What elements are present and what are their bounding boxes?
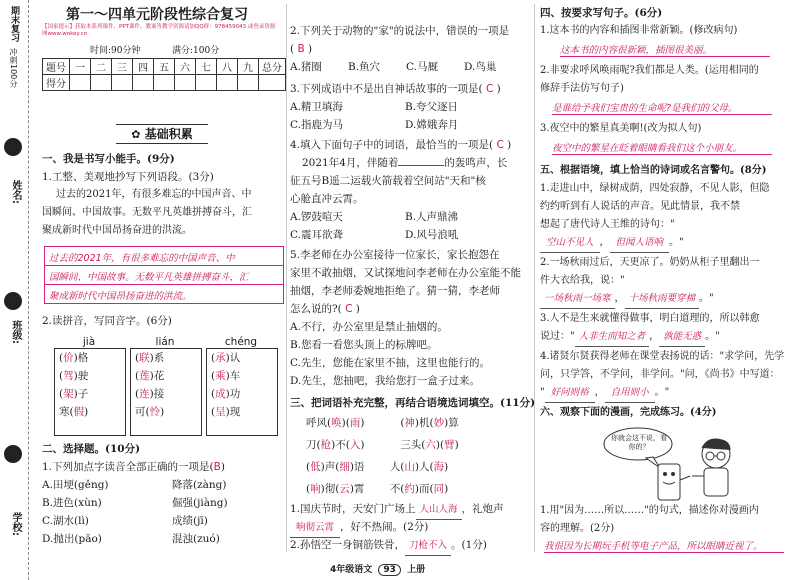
answer-char[interactable]: 响 bbox=[310, 483, 321, 495]
answer-choice[interactable]: C bbox=[496, 139, 504, 151]
option-row bbox=[42, 476, 226, 494]
option: D.先生，您抽吧，我给您打一盒子过来。 bbox=[290, 375, 480, 387]
answer-blank[interactable]: 但闻人语响 bbox=[610, 234, 670, 253]
part3-title: 三、把词语补充完整，再结合语境选词填空。(11分) bbox=[290, 397, 536, 409]
bracket: 寒( bbox=[59, 406, 74, 418]
option-row bbox=[42, 494, 228, 512]
answer-char[interactable]: 连 bbox=[139, 388, 150, 400]
bracket: ( bbox=[211, 352, 216, 364]
pinyin-group bbox=[130, 336, 202, 436]
punctuation: ， bbox=[649, 331, 660, 342]
score-label: 满分:100分 bbox=[172, 46, 220, 56]
mid-q5-line: 抽烟，李老师委婉地拒绝了。猜一猜，李老师 bbox=[290, 285, 500, 297]
copy-answer-line: 过去的2021年，有很多难忘的中国声音、中 bbox=[49, 253, 235, 264]
column-divider bbox=[286, 4, 287, 552]
blank[interactable] bbox=[398, 165, 444, 166]
word-part: ) bbox=[360, 439, 365, 451]
answer-char[interactable]: 低 bbox=[310, 461, 321, 473]
binding-margin bbox=[0, 0, 36, 580]
word-suffix: )接 bbox=[149, 388, 165, 400]
p5-q4-answer bbox=[540, 384, 669, 403]
option: C.震耳欲聋 bbox=[290, 229, 343, 241]
answer-char[interactable]: 入 bbox=[349, 439, 361, 451]
section-banner-label: 基础积累 bbox=[144, 127, 193, 141]
word-suffix: ) bbox=[84, 406, 89, 418]
answer-blank[interactable]: 响彻云霄 bbox=[290, 519, 340, 538]
score-cell[interactable] bbox=[70, 75, 91, 91]
score-header-cell: 八 bbox=[217, 59, 238, 75]
punctuation: ， bbox=[614, 293, 625, 304]
answer-line[interactable] bbox=[552, 140, 772, 155]
score-cell[interactable] bbox=[91, 75, 112, 91]
question-text: 怎么说的?( bbox=[290, 303, 342, 315]
bracket: ( bbox=[211, 406, 216, 418]
phone-character-icon bbox=[658, 464, 690, 500]
word-part: 三头( bbox=[400, 439, 426, 451]
score-header-cell: 九 bbox=[238, 59, 259, 75]
word-part: ( bbox=[306, 461, 311, 473]
answer-char[interactable]: 驾 bbox=[63, 370, 74, 382]
footer-grade: 4年级语文 bbox=[330, 565, 373, 575]
question-text: 3.下列成语中不是出自神话故事的一项是( bbox=[290, 83, 483, 95]
answer-char[interactable]: 山 bbox=[404, 461, 415, 473]
passage-line: 国瞬间、中国故事。无数平凡英雄拼搏奋斗，汇 bbox=[42, 207, 252, 218]
word-part: ( bbox=[306, 483, 311, 495]
option: C.先生，您能在家里不抽，这里也能行的。 bbox=[290, 357, 490, 369]
p5-q1-line: 约约听到有人说话的声音。见此情景，我不禁 bbox=[540, 201, 740, 212]
option: C.指鹿为马 bbox=[290, 119, 343, 131]
word-part: )( bbox=[435, 439, 445, 451]
question-text: 4.填入下面句子中的词语，最恰当的一项是( bbox=[290, 139, 494, 151]
word-suffix: )认 bbox=[225, 352, 241, 364]
promo-text: 【国家提示】获取本系列课件、PPT课件、教案等教学资源请加QQ群：978459043 或登录资源网www.wokey.cn bbox=[42, 24, 276, 37]
punctuation: ， bbox=[594, 387, 605, 398]
column-divider bbox=[534, 4, 535, 552]
bracket: ) bbox=[355, 303, 360, 315]
score-cell[interactable] bbox=[196, 75, 217, 91]
word-part: )( bbox=[341, 417, 350, 429]
word-part: )机( bbox=[414, 417, 434, 429]
score-row bbox=[43, 75, 286, 91]
word-part: )霄 bbox=[349, 483, 365, 495]
punctuation: 。" bbox=[699, 293, 714, 304]
score-cell[interactable] bbox=[238, 75, 259, 91]
answer-char[interactable]: 价 bbox=[63, 352, 74, 364]
word-part: )不( bbox=[331, 439, 350, 451]
answer-char[interactable]: 妙 bbox=[433, 417, 445, 429]
word-suffix: )车 bbox=[225, 370, 241, 382]
bracket: ) bbox=[507, 139, 512, 151]
answer-choice[interactable]: C bbox=[485, 83, 494, 95]
punctuation: 。" bbox=[705, 331, 720, 342]
option-row bbox=[290, 226, 458, 244]
answer-text: 这本书的内容很新颖，插图很美丽。 bbox=[560, 45, 713, 56]
option: 混浊(zuó) bbox=[172, 533, 220, 545]
option: 倔强(jiàng) bbox=[172, 497, 228, 509]
brand-small: 冲刺100分 bbox=[9, 48, 18, 88]
word-part: ) bbox=[360, 417, 365, 429]
answer-char[interactable]: 承 bbox=[215, 352, 226, 364]
answer-line[interactable] bbox=[552, 100, 772, 115]
question-text: ，好不热闹。(2分) bbox=[340, 521, 429, 533]
word-suffix: )功 bbox=[225, 388, 241, 400]
part6-title: 六、观察下面的漫画，完成练习。(4分) bbox=[540, 407, 717, 418]
option: A.锣鼓喧天 bbox=[290, 211, 343, 223]
answer-choice[interactable]: B bbox=[297, 43, 305, 55]
answer-char[interactable]: 怜 bbox=[149, 406, 161, 418]
answer-line[interactable] bbox=[544, 538, 784, 553]
part4-q2-cont: 修辞手法仿写句子) bbox=[540, 83, 624, 94]
bracket: ( bbox=[211, 388, 216, 400]
passage-text: 2021年4月，伴随着 bbox=[302, 157, 399, 169]
answer-blank[interactable]: 刀枪不入 bbox=[405, 537, 451, 556]
fill-row bbox=[306, 480, 448, 498]
page-footer bbox=[330, 562, 425, 576]
pinyin-label: lián bbox=[155, 336, 175, 348]
option: D.嫦娥奔月 bbox=[405, 119, 459, 131]
word-part: 不( bbox=[389, 483, 405, 495]
pinyin-label: jià bbox=[82, 336, 96, 348]
passage-line bbox=[302, 154, 507, 172]
punctuation: " bbox=[540, 387, 545, 398]
score-header-cell: 总分 bbox=[259, 59, 286, 75]
answer-char[interactable]: 联 bbox=[139, 352, 150, 364]
option: D.抛出(pāo) bbox=[42, 533, 102, 545]
question-text: 2.孙悟空一身铜筋铁骨， bbox=[290, 539, 406, 551]
bracket: 可( bbox=[135, 406, 150, 418]
p6-q1-line: 容的理解。(2分) bbox=[540, 523, 615, 534]
mid-q4 bbox=[290, 136, 511, 154]
binding-hole-icon bbox=[4, 138, 22, 156]
answer-char[interactable]: 成 bbox=[215, 388, 226, 400]
bracket: ) bbox=[308, 43, 313, 55]
school-label: 学校: bbox=[10, 512, 21, 536]
word-part: ) bbox=[454, 439, 459, 451]
option: C.马厩 bbox=[406, 61, 438, 73]
p6-q1-line: 1.用"因为……所以……"的句式，描述你对漫画内 bbox=[540, 505, 759, 516]
option-row bbox=[290, 98, 458, 116]
part5-title: 五、根据语境，填上恰当的诗词或名言警句。(8分) bbox=[540, 165, 767, 176]
passage-line: 过去的2021年，有很多难忘的中国声音、中 bbox=[56, 189, 252, 200]
p5-q2-line: 件大衣给我，说：" bbox=[540, 275, 625, 286]
page-title: 第一～四单元阶段性综合复习 bbox=[66, 7, 248, 23]
bracket: ( bbox=[59, 388, 64, 400]
word-part: )而( bbox=[414, 483, 434, 495]
score-cell[interactable] bbox=[217, 75, 238, 91]
answer-char[interactable]: 海 bbox=[433, 461, 445, 473]
score-header-cell: 三 bbox=[112, 59, 133, 75]
p5-q3-line: 3.人不是生来就懂得做事，明白道理的，所以韩愈 bbox=[540, 313, 760, 324]
option-row bbox=[42, 530, 220, 548]
word-part: )人( bbox=[414, 461, 434, 473]
pinyin-group bbox=[54, 336, 126, 436]
section-banner bbox=[116, 124, 208, 144]
answer-line[interactable] bbox=[560, 42, 770, 57]
name-label: 姓名: bbox=[10, 180, 21, 204]
answer-char[interactable]: 云 bbox=[339, 483, 350, 495]
option-row bbox=[290, 208, 458, 226]
pinyin-label: chéng bbox=[224, 336, 258, 348]
score-header-cell: 七 bbox=[196, 59, 217, 75]
brand-top: 期末复习 bbox=[9, 6, 19, 42]
question-text: 。(1分) bbox=[451, 539, 487, 551]
score-cell[interactable] bbox=[259, 75, 286, 91]
answer-choice[interactable]: C bbox=[345, 303, 353, 315]
option-row bbox=[290, 116, 458, 134]
word-part: ) bbox=[444, 483, 449, 495]
answer-char[interactable]: 约 bbox=[404, 483, 415, 495]
score-cell[interactable] bbox=[133, 75, 154, 91]
answer-blank[interactable]: 人山人海 bbox=[416, 501, 462, 520]
score-header-cell: 二 bbox=[91, 59, 112, 75]
footer-term: 上册 bbox=[407, 565, 426, 575]
answer-blank[interactable]: 孰能无惑 bbox=[659, 328, 705, 347]
answer-char[interactable]: 同 bbox=[433, 483, 445, 495]
fill-row bbox=[306, 436, 459, 454]
score-header-cell: 六 bbox=[175, 59, 196, 75]
bracket: ( bbox=[135, 352, 140, 364]
bracket: ( bbox=[290, 43, 295, 55]
score-cell[interactable] bbox=[175, 75, 196, 91]
part1-q1-title: 1.工整、美观地抄写下列语段。(3分) bbox=[42, 171, 214, 183]
part4-q3: 3.夜空中的繁星真美啊!(改为拟人句) bbox=[540, 123, 702, 134]
p3-q2 bbox=[290, 536, 487, 556]
class-label: 班级: bbox=[10, 320, 21, 344]
answer-char[interactable]: 呈 bbox=[215, 406, 226, 418]
mid-q2 bbox=[290, 22, 509, 40]
p5-q1-line: 1.走进山中，绿树成荫，四处寂静，不见人影，但隐 bbox=[540, 183, 770, 194]
bracket: ( bbox=[135, 370, 140, 382]
option: B.您看一看您头顶上的标牌吧。 bbox=[290, 339, 438, 351]
binding-hole-icon bbox=[4, 445, 22, 463]
word-suffix: )格 bbox=[73, 352, 89, 364]
question-text: ，礼炮声 bbox=[461, 503, 504, 515]
answer-choice[interactable]: B bbox=[213, 461, 221, 473]
word-part: 人( bbox=[389, 461, 405, 473]
part4-title: 四、按要求写句子。(6分) bbox=[540, 7, 663, 19]
word-part: )语 bbox=[349, 461, 365, 473]
answer-char[interactable]: 六 bbox=[425, 439, 436, 451]
word-suffix: )花 bbox=[149, 370, 165, 382]
p5-q4-line: 4.诸贤尔贤获得老师在课堂表扬说的话："求学问，先学 bbox=[540, 351, 785, 362]
option: B.夸父逐日 bbox=[405, 101, 459, 113]
answer-text: 是谁给予我们宝贵的生命呢?是我们的父母。 bbox=[552, 103, 738, 114]
word-part: )彻( bbox=[320, 483, 340, 495]
answer-text: 我很因为长期玩手机等电子产品，所以眼睛近视了。 bbox=[544, 541, 763, 552]
bracket: ( bbox=[135, 388, 140, 400]
speech-bubble-text: 你就会这不说，看你的？ bbox=[611, 434, 667, 451]
flower-icon: ✿ bbox=[131, 128, 141, 141]
answer-text: 夜空中的繁星在眨着眼睛看我们这个小朋友。 bbox=[552, 143, 743, 154]
score-header-cell: 五 bbox=[154, 59, 175, 75]
part4-q2: 2.非要求呼风唤雨呢?我们都是人类。(运用相同的 bbox=[540, 65, 759, 76]
mid-q2-answer bbox=[290, 40, 312, 58]
bracket: ( bbox=[59, 352, 64, 364]
time-label: 时间:90分钟 bbox=[90, 46, 141, 56]
bracket: ( bbox=[59, 370, 64, 382]
p5-q1-line: 想起了唐代诗人王维的诗句：" bbox=[540, 219, 675, 230]
option: B.鱼穴 bbox=[348, 61, 381, 73]
mid-q5: 5.李老师在办公室接待一位家长，家长抱怨在 bbox=[290, 249, 500, 261]
question-text: 1.下列加点字读音全部正确的一项是( bbox=[42, 461, 214, 473]
answer-blank[interactable]: 人非生而知之者 bbox=[575, 328, 650, 347]
part1-title: 一、我是书写小能手。(9分) bbox=[42, 153, 175, 165]
part1-q2-title: 2.读拼音，写同音字。(6分) bbox=[42, 315, 172, 327]
question-text: 1.国庆节时，天安门广场上 bbox=[290, 503, 416, 515]
bracket: ) bbox=[496, 83, 501, 95]
pinyin-group bbox=[206, 336, 278, 436]
answer-char[interactable]: 细 bbox=[339, 461, 350, 473]
p5-q2-line: 2.一场秋雨过后，天更凉了。奶奶从柜子里翻出一 bbox=[540, 257, 760, 268]
answer-char[interactable]: 假 bbox=[73, 406, 85, 418]
option: 降落(zàng) bbox=[172, 479, 227, 491]
answer-char[interactable]: 唤 bbox=[331, 417, 342, 429]
option: A.不行，办公室里是禁止抽烟的。 bbox=[290, 321, 448, 333]
answer-char[interactable]: 臂 bbox=[444, 439, 455, 451]
punctuation: 。" bbox=[654, 387, 670, 398]
score-table bbox=[42, 58, 286, 91]
score-header-cell: 一 bbox=[70, 59, 91, 75]
answer-blank[interactable]: 一场秋雨一场寒 bbox=[540, 290, 615, 309]
fill-row bbox=[306, 414, 459, 432]
word-part: ( bbox=[400, 417, 405, 429]
answer-char[interactable]: 架 bbox=[63, 388, 74, 400]
word-suffix: )驶 bbox=[73, 370, 89, 382]
answer-char[interactable]: 莲 bbox=[139, 370, 150, 382]
passage-text: 的轰鸣声，长 bbox=[444, 157, 508, 169]
option-row bbox=[42, 512, 208, 530]
p5-q1-answer bbox=[540, 234, 684, 253]
answer-char[interactable]: 雨 bbox=[349, 417, 361, 429]
mid-q5-line: 家里不敢抽烟，又试探地问李老师在办公室能不能 bbox=[290, 267, 521, 279]
option: B.人声鼎沸 bbox=[405, 211, 459, 223]
mid-q5-ask bbox=[290, 300, 360, 318]
passage-line: 聚成新时代中国昂扬奋进的洪流。 bbox=[42, 225, 192, 236]
p5-q2-answer bbox=[540, 290, 714, 309]
part2-title: 二、选择题。(10分) bbox=[42, 443, 141, 455]
fill-row bbox=[306, 458, 448, 476]
copy-answer-box[interactable] bbox=[44, 246, 284, 304]
answer-blank[interactable]: 自用则小 bbox=[605, 384, 655, 403]
question-text: 2.下列关于动物的"家"的说法中，错误的一项是 bbox=[290, 25, 510, 37]
p3-q1 bbox=[290, 500, 504, 520]
option: 成绩(jī) bbox=[172, 515, 208, 527]
part2-q1: 1.下列加点字读音全部正确的一项是(B) bbox=[42, 461, 225, 473]
word-part: )算 bbox=[444, 417, 459, 429]
answer-char[interactable]: 枪 bbox=[320, 439, 332, 451]
cut-line bbox=[28, 0, 29, 580]
word-suffix: )系 bbox=[149, 352, 165, 364]
word-suffix: ) bbox=[160, 406, 165, 418]
page-number: 93 bbox=[378, 564, 401, 576]
mid-q3 bbox=[290, 80, 501, 98]
option: A.猪圈 bbox=[290, 61, 322, 73]
binding-hole-icon bbox=[4, 292, 22, 310]
word-part: )声( bbox=[320, 461, 340, 473]
word-part: ) bbox=[444, 461, 449, 473]
option: A.精卫填海 bbox=[290, 101, 343, 113]
p3-q1-cont bbox=[290, 518, 428, 538]
word-suffix: )子 bbox=[73, 388, 89, 400]
score-header-cell: 题号 bbox=[43, 59, 70, 75]
score-header-row bbox=[43, 59, 286, 75]
answer-blank[interactable]: 好问则裕 bbox=[545, 384, 595, 403]
word-part: 刀( bbox=[306, 439, 321, 451]
option-row bbox=[290, 58, 496, 76]
punctuation: ， bbox=[599, 237, 610, 248]
passage-line: 心舱直冲云霄。 bbox=[290, 193, 364, 205]
option: B.进色(xùn) bbox=[42, 497, 102, 509]
option: A.田埂(gěng) bbox=[42, 479, 109, 491]
option: D.鸟巢 bbox=[464, 61, 497, 73]
copy-answer-line: 聚成新时代中国昂扬奋进的洪流。 bbox=[49, 291, 192, 302]
answer-char[interactable]: 神 bbox=[404, 417, 415, 429]
option: C.湖水(lì) bbox=[42, 515, 89, 527]
option: D.风号浪吼 bbox=[405, 229, 459, 241]
p5-q4-line: 问，只学答，不学问，非学问。"问，《尚书》中写道： bbox=[540, 369, 780, 380]
word-part: 呼风( bbox=[306, 417, 332, 429]
punctuation: 。" bbox=[669, 237, 684, 248]
copy-answer-line: 国瞬间、中国故事。无数平凡英雄拼搏奋斗，汇 bbox=[49, 272, 249, 283]
score-row-label: 得分 bbox=[43, 75, 70, 91]
answer-blank[interactable]: 空山不见人 bbox=[540, 234, 600, 253]
question-text: 说过：" bbox=[540, 331, 575, 342]
answer-char[interactable]: 乘 bbox=[215, 370, 226, 382]
word-suffix: )现 bbox=[225, 406, 241, 418]
passage-line: 征五号B遥二运载火箭载着空间站"天和"核 bbox=[290, 175, 486, 187]
child-with-glasses-icon bbox=[692, 439, 730, 496]
score-header-cell: 四 bbox=[133, 59, 154, 75]
bracket: ( bbox=[211, 370, 216, 382]
answer-blank[interactable]: 十场秋雨要穿棉 bbox=[625, 290, 700, 309]
score-cell[interactable] bbox=[154, 75, 175, 91]
score-cell[interactable] bbox=[112, 75, 133, 91]
p5-q3-answer bbox=[540, 328, 720, 347]
part4-q1: 1.这本书的内容和插图非常新颖。(修改病句) bbox=[540, 25, 738, 36]
